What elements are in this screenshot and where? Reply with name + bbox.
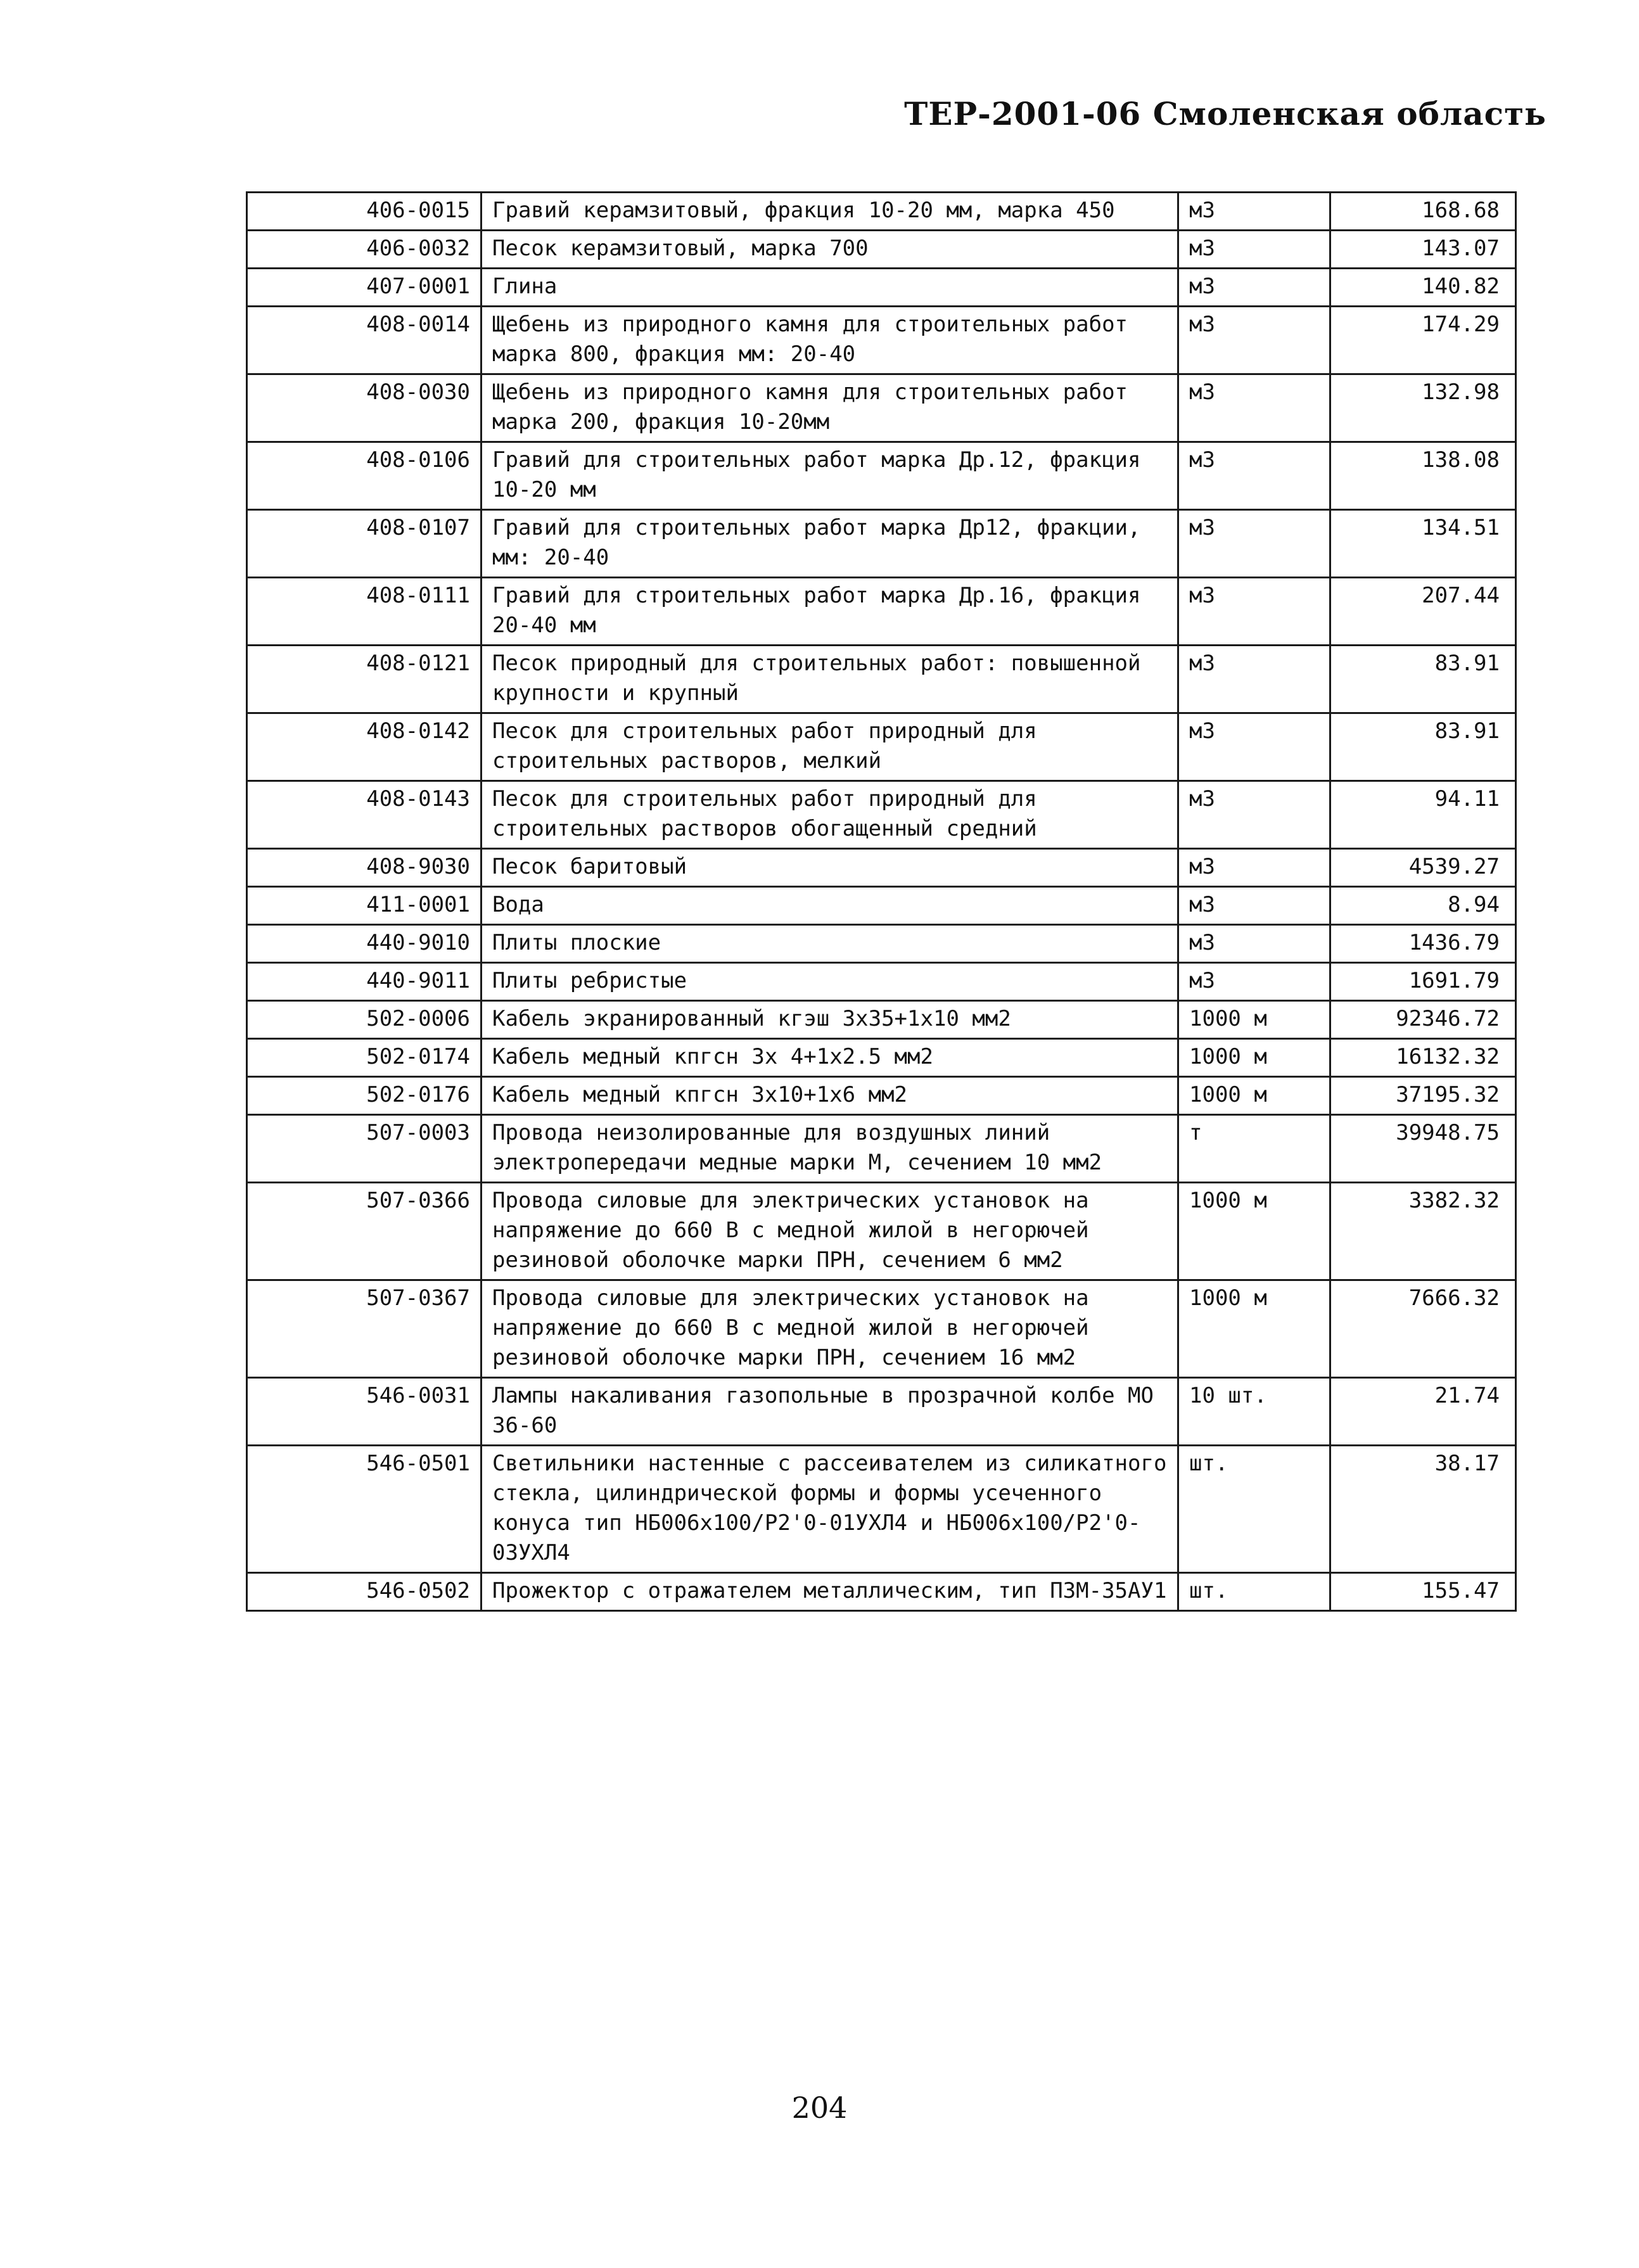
item-price: 4539.27 — [1330, 849, 1516, 887]
table-row — [247, 713, 1516, 781]
table-row — [247, 925, 1516, 963]
item-code: 507-0367 — [247, 1280, 481, 1378]
table-row — [247, 231, 1516, 269]
table-row — [247, 963, 1516, 1001]
item-code: 546-0502 — [247, 1573, 481, 1611]
item-name: Гравий для строительных работ марка Др12, фракции, мм: 20-40 — [481, 510, 1178, 578]
item-code: 406-0032 — [247, 231, 481, 269]
item-price: 94.11 — [1330, 781, 1516, 849]
item-unit: м3 — [1178, 781, 1330, 849]
item-code: 411-0001 — [247, 887, 481, 925]
item-name: Провода силовые для электрических установок на напряжение до 660 В с медной жилой в негорючей резиновой оболочке марки ПРН, сечением 6 мм2 — [481, 1183, 1178, 1280]
item-name: Плиты ребристые — [481, 963, 1178, 1001]
table-row — [247, 646, 1516, 713]
table-row — [247, 1115, 1516, 1183]
table-row — [247, 1183, 1516, 1280]
item-code: 408-0121 — [247, 646, 481, 713]
item-name: Глина — [481, 269, 1178, 307]
item-unit: м3 — [1178, 646, 1330, 713]
item-price: 8.94 — [1330, 887, 1516, 925]
item-unit: м3 — [1178, 887, 1330, 925]
item-code: 408-0014 — [247, 307, 481, 374]
item-unit: м3 — [1178, 963, 1330, 1001]
item-price: 1436.79 — [1330, 925, 1516, 963]
item-unit: м3 — [1178, 578, 1330, 646]
item-code: 502-0174 — [247, 1039, 481, 1077]
table-row — [247, 442, 1516, 510]
price-table-body — [247, 193, 1516, 1611]
item-name: Щебень из природного камня для строительных работ марка 200, фракция 10-20мм — [481, 374, 1178, 442]
table-row — [247, 1077, 1516, 1115]
item-unit: т — [1178, 1115, 1330, 1183]
item-name: Кабель медный кпгсн 3х10+1х6 мм2 — [481, 1077, 1178, 1115]
item-unit: м3 — [1178, 849, 1330, 887]
item-name: Плиты плоские — [481, 925, 1178, 963]
table-row — [247, 269, 1516, 307]
item-price: 132.98 — [1330, 374, 1516, 442]
item-price: 155.47 — [1330, 1573, 1516, 1611]
item-name: Песок керамзитовый, марка 700 — [481, 231, 1178, 269]
item-code: 546-0031 — [247, 1378, 481, 1446]
item-price: 168.68 — [1330, 193, 1516, 231]
item-price: 21.74 — [1330, 1378, 1516, 1446]
table-row — [247, 1573, 1516, 1611]
table-row — [247, 887, 1516, 925]
item-code: 408-0111 — [247, 578, 481, 646]
item-name: Провода силовые для электрических установок на напряжение до 660 В с медной жилой в негорючей резиновой оболочке марки ПРН, сечением 16 мм2 — [481, 1280, 1178, 1378]
item-unit: м3 — [1178, 510, 1330, 578]
item-price: 1691.79 — [1330, 963, 1516, 1001]
item-code: 507-0003 — [247, 1115, 481, 1183]
item-name: Прожектор с отражателем металлическим, тип ПЗМ-35АУ1 — [481, 1573, 1178, 1611]
item-name: Песок баритовый — [481, 849, 1178, 887]
item-unit: м3 — [1178, 442, 1330, 510]
table-row — [247, 1280, 1516, 1378]
item-name: Провода неизолированные для воздушных линий электропередачи медные марки М, сечением 10 мм2 — [481, 1115, 1178, 1183]
item-code: 440-9010 — [247, 925, 481, 963]
item-unit: м3 — [1178, 925, 1330, 963]
table-row — [247, 1378, 1516, 1446]
item-unit: шт. — [1178, 1573, 1330, 1611]
item-price: 143.07 — [1330, 231, 1516, 269]
item-price: 16132.32 — [1330, 1039, 1516, 1077]
item-unit: м3 — [1178, 713, 1330, 781]
item-code: 507-0366 — [247, 1183, 481, 1280]
item-name: Гравий для строительных работ марка Др.12, фракция 10-20 мм — [481, 442, 1178, 510]
page-number: 204 — [791, 2091, 848, 2125]
item-code: 502-0176 — [247, 1077, 481, 1115]
item-unit: м3 — [1178, 307, 1330, 374]
item-name: Песок природный для строительных работ: повышенной крупности и крупный — [481, 646, 1178, 713]
item-price: 83.91 — [1330, 713, 1516, 781]
item-unit: 1000 м — [1178, 1183, 1330, 1280]
item-name: Песок для строительных работ природный для строительных растворов обогащенный средний — [481, 781, 1178, 849]
item-price: 138.08 — [1330, 442, 1516, 510]
item-code: 502-0006 — [247, 1001, 481, 1039]
item-price: 3382.32 — [1330, 1183, 1516, 1280]
item-name: Вода — [481, 887, 1178, 925]
item-code: 408-0142 — [247, 713, 481, 781]
item-price: 174.29 — [1330, 307, 1516, 374]
item-code: 406-0015 — [247, 193, 481, 231]
item-price: 7666.32 — [1330, 1280, 1516, 1378]
item-price: 38.17 — [1330, 1446, 1516, 1573]
item-name: Кабель медный кпгсн 3х 4+1х2.5 мм2 — [481, 1039, 1178, 1077]
item-unit: м3 — [1178, 269, 1330, 307]
table-row — [247, 374, 1516, 442]
item-unit: 1000 м — [1178, 1039, 1330, 1077]
item-code: 408-0030 — [247, 374, 481, 442]
item-unit: м3 — [1178, 374, 1330, 442]
item-unit: 1000 м — [1178, 1077, 1330, 1115]
table-row — [247, 849, 1516, 887]
table-row — [247, 578, 1516, 646]
item-unit: 1000 м — [1178, 1280, 1330, 1378]
item-code: 408-0106 — [247, 442, 481, 510]
item-price: 92346.72 — [1330, 1001, 1516, 1039]
item-name: Щебень из природного камня для строительных работ марка 800, фракция мм: 20-40 — [481, 307, 1178, 374]
item-unit: 1000 м — [1178, 1001, 1330, 1039]
item-price: 83.91 — [1330, 646, 1516, 713]
table-row — [247, 193, 1516, 231]
item-price: 207.44 — [1330, 578, 1516, 646]
item-name: Светильники настенные с рассеивателем из силикатного стекла, цилиндрической формы и формы усеченного конуса тип НБ006х100/Р2'0-01УХЛ4 и НБ006х100/Р2'0-03УХЛ4 — [481, 1446, 1178, 1573]
table-row — [247, 307, 1516, 374]
price-table — [246, 191, 1517, 1612]
item-code: 408-0143 — [247, 781, 481, 849]
item-unit: м3 — [1178, 231, 1330, 269]
item-name: Гравий для строительных работ марка Др.16, фракция 20-40 мм — [481, 578, 1178, 646]
table-row — [247, 781, 1516, 849]
table-row — [247, 1001, 1516, 1039]
item-name: Гравий керамзитовый, фракция 10-20 мм, марка 450 — [481, 193, 1178, 231]
item-code: 408-9030 — [247, 849, 481, 887]
table-row — [247, 510, 1516, 578]
item-unit: шт. — [1178, 1446, 1330, 1573]
item-price: 37195.32 — [1330, 1077, 1516, 1115]
item-code: 440-9011 — [247, 963, 481, 1001]
item-price: 39948.75 — [1330, 1115, 1516, 1183]
item-price: 140.82 — [1330, 269, 1516, 307]
item-price: 134.51 — [1330, 510, 1516, 578]
item-code: 546-0501 — [247, 1446, 481, 1573]
item-unit: м3 — [1178, 193, 1330, 231]
item-name: Кабель экранированный кгэш 3х35+1х10 мм2 — [481, 1001, 1178, 1039]
item-code: 407-0001 — [247, 269, 481, 307]
table-row — [247, 1039, 1516, 1077]
item-name: Лампы накаливания газопольные в прозрачной колбе МО 36-60 — [481, 1378, 1178, 1446]
item-name: Песок для строительных работ природный для строительных растворов, мелкий — [481, 713, 1178, 781]
table-row — [247, 1446, 1516, 1573]
page-header-title: ТЕР-2001-06 Смоленская область — [904, 95, 1547, 132]
item-unit: 10 шт. — [1178, 1378, 1330, 1446]
item-code: 408-0107 — [247, 510, 481, 578]
